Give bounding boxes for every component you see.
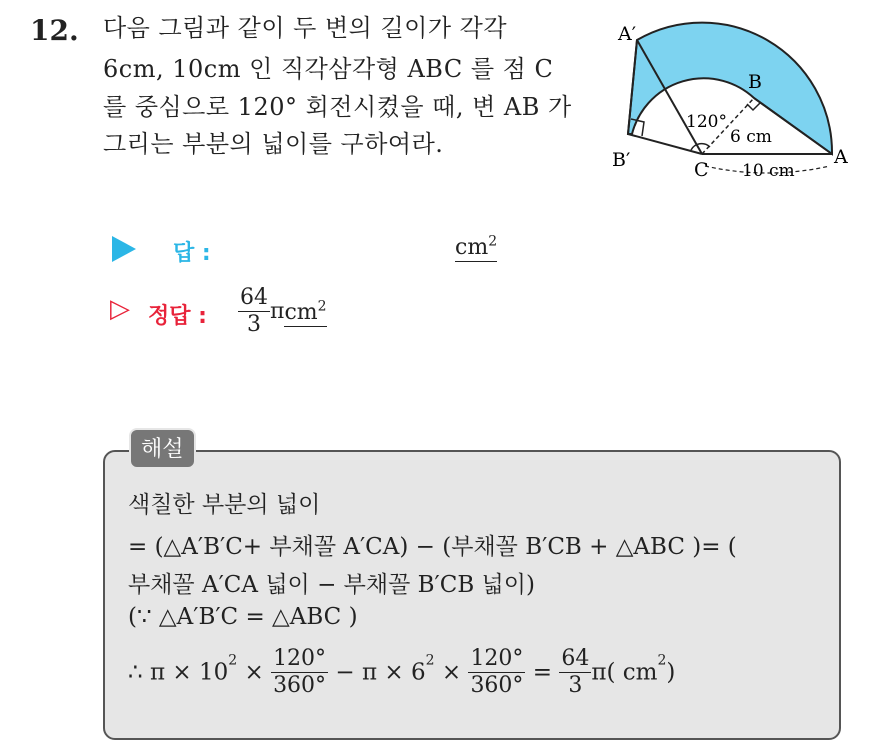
correct-answer-label: 정답 :	[148, 304, 207, 329]
rotation-figure	[610, 20, 860, 185]
solution-tab: 해설	[129, 428, 196, 469]
solution-line-5: ∴ $\pi \times 10^2$ × $\frac{120^\circ}{360^\circ}$ − $\pi \times 6^2$ × $\frac{120^\circ}{360^\circ}$ = $\frac{64}{3}$ π( $cm^2$)	[128, 646, 676, 698]
solution-line-4: (∵ △A′B′C = △ABC )	[128, 604, 358, 630]
correct-answer-arrow-icon: ▷	[110, 294, 130, 324]
question-number: 12.	[30, 14, 79, 47]
correct-answer-value: $\frac{64}{3}$ πcm$^2$	[240, 285, 327, 337]
right-angle-mark-b	[747, 103, 760, 110]
label-b-prime: B′	[612, 149, 631, 171]
question-text-line-2: 6cm, 10cm 인 직각삼각형 ABC 를 점 C	[103, 55, 554, 83]
label-b: B	[748, 71, 762, 93]
label-bc-length: 6 cm	[730, 127, 772, 147]
question-text-line-3: 를 중심으로 120° 회전시켰을 때, 변 AB 가	[103, 93, 572, 121]
answer-unit: $cm^2$	[455, 234, 498, 261]
label-a: A	[834, 146, 848, 168]
solution-line-2: = (△A′B′C+ 부채꼴 A′CA) − (부채꼴 B′CB + △ABC )= (	[128, 534, 737, 560]
label-angle: 120°	[686, 112, 727, 132]
label-a-prime: A′	[618, 23, 637, 45]
label-ca-length: 10 cm	[742, 161, 795, 181]
answer-label: 답 :	[173, 241, 211, 266]
question-text-line-1: 다음 그림과 같이 두 변의 길이가 각각	[103, 14, 508, 42]
label-c: C	[694, 159, 709, 181]
answer-arrow-icon	[112, 236, 136, 262]
question-text-line-4: 그리는 부분의 넓이를 구하여라.	[103, 130, 444, 158]
solution-line-3: 부채꼴 A′CA 넓이 − 부채꼴 B′CB 넓이)	[128, 572, 535, 598]
solution-line-1: 색칠한 부분의 넓이	[128, 492, 321, 518]
segment-b-prime-c	[628, 134, 702, 154]
